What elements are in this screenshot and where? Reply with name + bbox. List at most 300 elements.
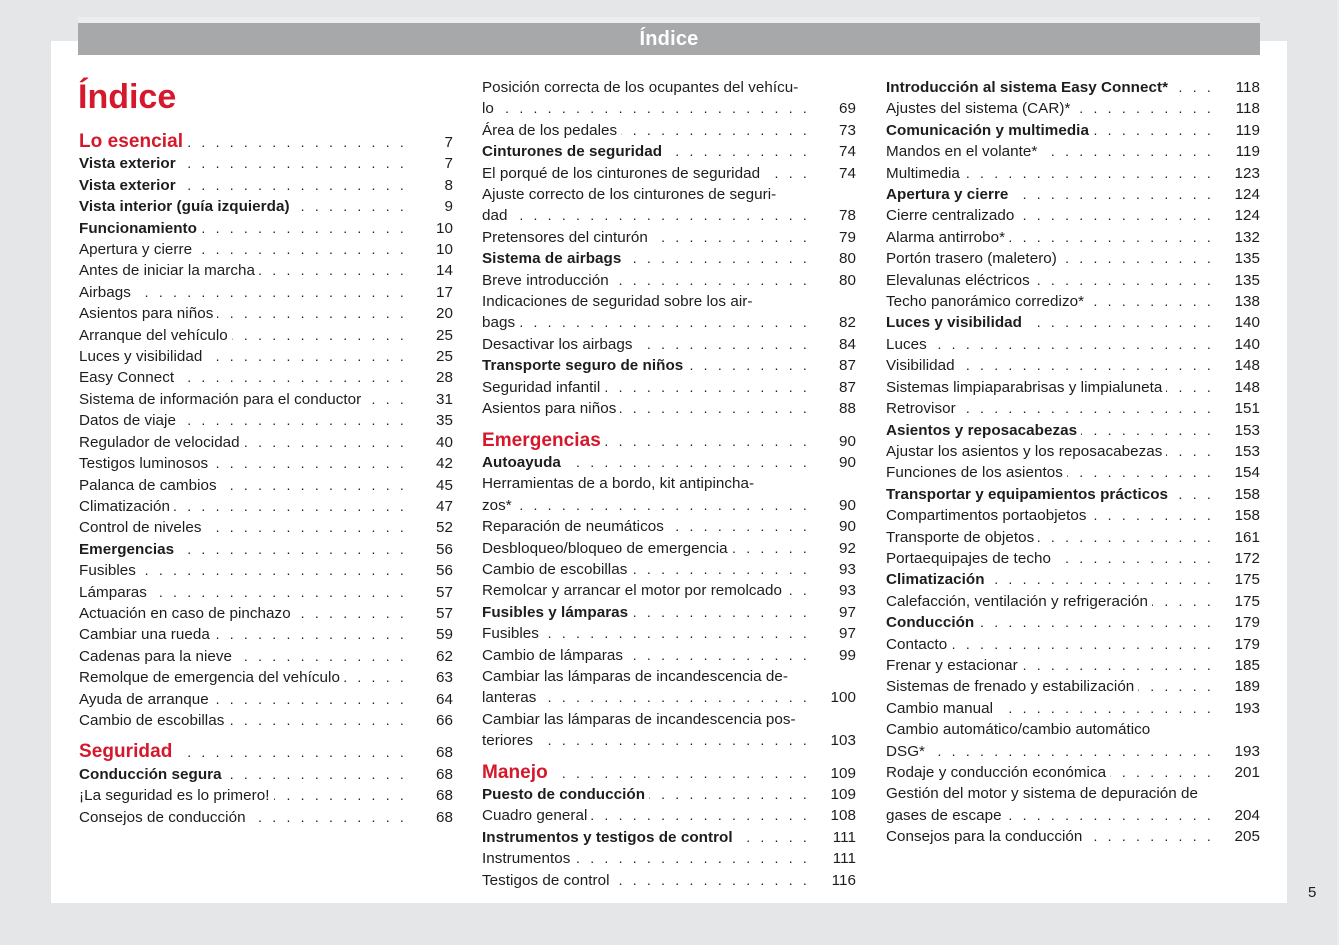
toc-entry-label: Cadenas para la nieve bbox=[79, 647, 233, 665]
toc-page-number: 87 bbox=[839, 378, 856, 396]
toc-entry-label: Fusibles bbox=[79, 562, 136, 580]
dot-leader bbox=[960, 398, 1214, 419]
toc-chapter-entry[interactable] bbox=[886, 569, 1260, 590]
toc-page-number: 109 bbox=[830, 786, 856, 803]
toc-entry-row bbox=[79, 346, 453, 367]
toc-page-number: 118 bbox=[1235, 100, 1260, 118]
dot-leader bbox=[140, 560, 407, 581]
toc-chapter-entry[interactable] bbox=[482, 141, 856, 162]
toc-page-number: 68 bbox=[436, 744, 453, 762]
dot-leader bbox=[621, 120, 810, 141]
toc-entry-row bbox=[79, 710, 453, 731]
toc-chapter-entry[interactable] bbox=[79, 196, 453, 217]
toc-entry[interactable] bbox=[482, 270, 856, 291]
toc-page-number: 154 bbox=[1234, 464, 1260, 482]
toc-entry[interactable] bbox=[79, 389, 453, 410]
toc-entry[interactable] bbox=[79, 517, 453, 538]
toc-entry[interactable] bbox=[482, 120, 856, 141]
toc-entry[interactable] bbox=[79, 260, 453, 281]
toc-entry-row bbox=[79, 603, 453, 624]
toc-entry-label: Transporte seguro de niños bbox=[482, 357, 684, 375]
dot-leader bbox=[213, 689, 407, 710]
toc-entry-row bbox=[482, 687, 856, 708]
toc-page-number: 9 bbox=[444, 198, 453, 216]
toc-entry[interactable] bbox=[79, 646, 453, 667]
toc-page-number: 193 bbox=[1234, 699, 1260, 717]
toc-entry-row bbox=[79, 453, 453, 474]
toc-entry-label: Asientos para niños bbox=[79, 305, 214, 323]
dot-leader bbox=[516, 495, 810, 516]
toc-chapter-entry[interactable] bbox=[886, 184, 1260, 205]
toc-entry-label: ¡La seguridad es lo primero! bbox=[79, 787, 270, 805]
toc-entry[interactable] bbox=[79, 785, 453, 806]
dot-leader bbox=[206, 346, 407, 367]
toc-entry-label: Reparación de neumáticos bbox=[482, 518, 664, 536]
toc-entry[interactable] bbox=[886, 398, 1260, 419]
dot-leader bbox=[1086, 826, 1214, 847]
toc-page-number: 80 bbox=[839, 250, 856, 268]
toc-column-1 bbox=[79, 131, 453, 828]
toc-chapter-entry[interactable] bbox=[886, 612, 1260, 633]
toc-entry[interactable] bbox=[482, 377, 856, 398]
toc-page-number: 74 bbox=[839, 164, 856, 182]
toc-entry-row bbox=[482, 602, 856, 623]
toc-entry-row bbox=[482, 141, 856, 162]
toc-entry-row bbox=[79, 153, 453, 174]
toc-page-number: 87 bbox=[839, 357, 856, 375]
toc-page-number: 153 bbox=[1234, 421, 1260, 439]
toc-page-number: 82 bbox=[839, 314, 856, 332]
toc-entry-row bbox=[886, 676, 1260, 697]
toc-entry[interactable] bbox=[482, 473, 856, 516]
toc-entry-label: Rodaje y conducción económica bbox=[886, 764, 1107, 781]
toc-entry[interactable] bbox=[886, 377, 1260, 398]
toc-page-number: 151 bbox=[1234, 400, 1260, 418]
toc-entry[interactable] bbox=[482, 805, 856, 826]
toc-entry-label: Desactivar los airbags bbox=[482, 335, 633, 353]
toc-page-number: 45 bbox=[436, 476, 453, 494]
toc-entry[interactable] bbox=[886, 141, 1260, 162]
toc-chapter-entry[interactable] bbox=[482, 452, 856, 473]
toc-page-number: 66 bbox=[436, 711, 453, 729]
dot-leader bbox=[1041, 141, 1214, 162]
toc-page-number: 35 bbox=[436, 412, 453, 430]
toc-entry-row bbox=[886, 655, 1260, 676]
toc-entry-label-line1: Indicaciones de seguridad sobre los air- bbox=[482, 293, 753, 311]
toc-entry-row bbox=[79, 785, 453, 806]
toc-entry[interactable] bbox=[79, 453, 453, 474]
toc-entry-label: Funciones de los asientos bbox=[886, 464, 1063, 482]
toc-entry[interactable] bbox=[482, 559, 856, 580]
toc-entry-row bbox=[886, 805, 1260, 826]
toc-entry[interactable] bbox=[79, 560, 453, 581]
toc-entry-row bbox=[886, 569, 1260, 590]
toc-entry-label: Breve introducción bbox=[482, 271, 609, 289]
toc-page-number: 158 bbox=[1234, 485, 1260, 503]
toc-entry-row bbox=[482, 623, 856, 644]
toc-page-number: 100 bbox=[830, 689, 856, 707]
toc-entry[interactable] bbox=[886, 248, 1260, 269]
toc-entry-label: Lo esencial bbox=[79, 131, 184, 152]
toc-entry-row bbox=[482, 205, 856, 226]
toc-entry[interactable] bbox=[886, 826, 1260, 847]
toc-page-number: 175 bbox=[1234, 592, 1260, 610]
toc-section-heading[interactable] bbox=[79, 131, 453, 153]
toc-page-number: 90 bbox=[839, 432, 856, 450]
toc-entry-label: Climatización bbox=[886, 571, 985, 589]
toc-page-number: 68 bbox=[436, 765, 453, 783]
dot-leader bbox=[178, 539, 407, 560]
toc-entry-row bbox=[886, 248, 1260, 269]
toc-entry-label: Remolque de emergencia del vehículo bbox=[79, 669, 340, 687]
toc-entry[interactable] bbox=[79, 603, 453, 624]
dot-leader bbox=[1138, 676, 1214, 697]
toc-entry[interactable] bbox=[482, 334, 856, 355]
dot-leader bbox=[135, 282, 407, 303]
toc-entry[interactable] bbox=[886, 591, 1260, 612]
toc-chapter-entry[interactable] bbox=[79, 764, 453, 785]
toc-page-number: 179 bbox=[1234, 635, 1260, 653]
toc-entry[interactable] bbox=[886, 270, 1260, 291]
toc-page-number: 25 bbox=[436, 348, 453, 366]
toc-chapter-entry[interactable] bbox=[79, 153, 453, 174]
toc-entry-row bbox=[482, 377, 856, 398]
toc-entry-row bbox=[482, 98, 856, 119]
toc-entry[interactable] bbox=[79, 239, 453, 260]
toc-entry-label: Portaequipajes de techo bbox=[886, 549, 1051, 567]
toc-entry[interactable] bbox=[482, 538, 856, 559]
toc-entry-label: lo bbox=[482, 100, 494, 118]
toc-page-number: 161 bbox=[1234, 528, 1260, 546]
toc-entry[interactable] bbox=[79, 807, 453, 828]
toc-section-heading[interactable] bbox=[482, 762, 856, 784]
toc-entry[interactable] bbox=[482, 227, 856, 248]
toc-page-number: 108 bbox=[830, 807, 856, 825]
toc-page-number: 205 bbox=[1234, 828, 1260, 846]
toc-column-3 bbox=[886, 77, 1260, 848]
dot-leader bbox=[217, 303, 407, 324]
toc-chapter-entry[interactable] bbox=[886, 77, 1260, 98]
dot-leader bbox=[978, 612, 1214, 633]
toc-entry-label: Elevalunas eléctricos bbox=[886, 271, 1030, 289]
toc-entry[interactable] bbox=[886, 163, 1260, 184]
toc-entry[interactable] bbox=[79, 582, 453, 603]
toc-entry[interactable] bbox=[482, 666, 856, 709]
dot-leader bbox=[1081, 420, 1214, 441]
toc-entry-row bbox=[886, 698, 1260, 719]
toc-entry-row bbox=[886, 441, 1260, 462]
toc-section-heading[interactable] bbox=[79, 741, 453, 763]
toc-entry-row bbox=[79, 325, 453, 346]
toc-entry[interactable] bbox=[886, 98, 1260, 119]
toc-entry-row bbox=[886, 634, 1260, 655]
toc-page-number: 119 bbox=[1235, 121, 1260, 139]
toc-chapter-entry[interactable] bbox=[886, 420, 1260, 441]
toc-entry-row bbox=[886, 312, 1260, 333]
toc-entry[interactable] bbox=[482, 709, 856, 752]
dot-leader bbox=[512, 205, 811, 226]
toc-page-number: 116 bbox=[831, 871, 856, 889]
toc-entry-label-line1: Ajuste correcto de los cinturones de seguri- bbox=[482, 186, 777, 204]
toc-entry-row bbox=[79, 689, 453, 710]
toc-entry-label: Consejos de conducción bbox=[79, 808, 246, 826]
dot-leader bbox=[344, 667, 407, 688]
toc-entry-label: Apertura y cierre bbox=[886, 186, 1009, 204]
dot-leader bbox=[543, 623, 810, 644]
toc-page-number: 63 bbox=[436, 669, 453, 687]
toc-entry-label: Consejos para la conducción bbox=[886, 828, 1083, 846]
toc-entry[interactable] bbox=[482, 848, 856, 869]
dot-leader bbox=[1091, 505, 1214, 526]
toc-page-number: 185 bbox=[1234, 656, 1260, 674]
toc-entry-label: Retrovisor bbox=[886, 400, 956, 418]
toc-entry-row bbox=[482, 645, 856, 666]
toc-entry-label: Multimedia bbox=[886, 164, 960, 182]
toc-entry[interactable] bbox=[482, 184, 856, 227]
toc-entry[interactable] bbox=[886, 783, 1260, 826]
toc-page-number: 90 bbox=[839, 518, 856, 536]
toc-entry[interactable] bbox=[79, 475, 453, 496]
toc-entry-row bbox=[482, 559, 856, 580]
toc-entry-row bbox=[482, 163, 856, 184]
dot-leader bbox=[212, 453, 407, 474]
toc-chapter-entry[interactable] bbox=[886, 312, 1260, 333]
dot-leader bbox=[1034, 270, 1214, 291]
dot-leader bbox=[187, 132, 407, 153]
toc-page-number: 140 bbox=[1234, 335, 1260, 353]
toc-page-number: 90 bbox=[839, 496, 856, 514]
toc-entry[interactable] bbox=[886, 205, 1260, 226]
toc-entry[interactable] bbox=[79, 710, 453, 731]
toc-entry[interactable] bbox=[886, 441, 1260, 462]
toc-entry-row bbox=[482, 270, 856, 291]
dot-leader bbox=[632, 602, 810, 623]
toc-entry-row bbox=[79, 282, 453, 303]
toc-entry-label: Sistemas limpiaparabrisas y limpialuneta bbox=[886, 378, 1163, 396]
toc-chapter-entry[interactable] bbox=[79, 218, 453, 239]
toc-entry-label: Ayuda de arranque bbox=[79, 690, 209, 708]
toc-entry-row bbox=[886, 741, 1260, 762]
toc-entry[interactable] bbox=[886, 291, 1260, 312]
toc-page-number: 123 bbox=[1234, 164, 1260, 182]
toc-entry-row bbox=[79, 475, 453, 496]
toc-entry[interactable] bbox=[886, 655, 1260, 676]
dot-leader bbox=[365, 389, 407, 410]
toc-entry-row bbox=[886, 527, 1260, 548]
toc-entry[interactable] bbox=[482, 580, 856, 601]
toc-page-number: 7 bbox=[444, 134, 453, 151]
toc-entry[interactable] bbox=[886, 548, 1260, 569]
toc-entry[interactable] bbox=[886, 505, 1260, 526]
toc-page-number: 179 bbox=[1234, 614, 1260, 632]
toc-entry[interactable] bbox=[482, 645, 856, 666]
toc-entry[interactable] bbox=[886, 527, 1260, 548]
toc-page-number: 103 bbox=[830, 732, 856, 750]
toc-entry-label: Transporte de objetos bbox=[886, 528, 1035, 546]
toc-entry-label: zos* bbox=[482, 496, 512, 514]
toc-entry-row bbox=[79, 367, 453, 388]
toc-entry-row bbox=[482, 495, 856, 516]
toc-entry[interactable] bbox=[482, 623, 856, 644]
toc-entry[interactable] bbox=[886, 634, 1260, 655]
toc-entry-label: Mandos en el volante* bbox=[886, 143, 1038, 161]
toc-chapter-entry[interactable] bbox=[482, 784, 856, 805]
toc-entry-label: Testigos de control bbox=[482, 871, 610, 889]
toc-entry-row bbox=[886, 826, 1260, 847]
toc-entry[interactable] bbox=[886, 676, 1260, 697]
toc-entry-label: Control de niveles bbox=[79, 519, 202, 537]
dot-leader bbox=[1026, 312, 1214, 333]
toc-entry[interactable] bbox=[482, 516, 856, 537]
toc-entry-label: Sistemas de frenado y estabilización bbox=[886, 678, 1135, 696]
toc-entry-label: Fusibles y lámparas bbox=[482, 603, 629, 621]
toc-entry-row bbox=[79, 496, 453, 517]
dot-leader bbox=[180, 410, 407, 431]
toc-entry-row bbox=[79, 218, 453, 239]
toc-entry[interactable] bbox=[886, 334, 1260, 355]
dot-leader bbox=[178, 367, 407, 388]
toc-entry-label: Easy Connect bbox=[79, 369, 175, 387]
toc-page-number: 148 bbox=[1234, 357, 1260, 375]
toc-entry-label: Techo panorámico corredizo* bbox=[886, 293, 1085, 311]
toc-entry-label: Emergencias bbox=[79, 540, 175, 558]
toc-entry-row bbox=[482, 227, 856, 248]
toc-page-number: 69 bbox=[839, 100, 856, 118]
dot-leader bbox=[540, 687, 810, 708]
toc-entry-row bbox=[886, 505, 1260, 526]
toc-page-number: 140 bbox=[1234, 314, 1260, 332]
toc-chapter-entry[interactable] bbox=[482, 602, 856, 623]
toc-entry-label: gases de escape bbox=[886, 806, 1002, 824]
toc-entry[interactable] bbox=[79, 624, 453, 645]
dot-leader bbox=[1018, 205, 1214, 226]
toc-page-number: 80 bbox=[839, 271, 856, 289]
toc-entry[interactable] bbox=[79, 410, 453, 431]
toc-page-number: 56 bbox=[436, 562, 453, 580]
toc-entry-label: Puesto de conducción bbox=[482, 786, 646, 803]
toc-page-number: 8 bbox=[444, 176, 453, 194]
toc-entry-label: Desbloqueo/bloqueo de emergencia bbox=[482, 539, 728, 557]
dot-leader bbox=[620, 398, 810, 419]
dot-leader bbox=[627, 645, 810, 666]
toc-entry-label: Cinturones de seguridad bbox=[482, 143, 663, 161]
toc-chapter-entry[interactable] bbox=[886, 120, 1260, 141]
toc-entry-row bbox=[79, 624, 453, 645]
toc-entry[interactable] bbox=[79, 303, 453, 324]
toc-entry-row bbox=[79, 741, 453, 763]
toc-page-number: 78 bbox=[839, 207, 856, 225]
dot-leader bbox=[786, 580, 810, 601]
toc-entry-row bbox=[886, 205, 1260, 226]
toc-entry-row bbox=[886, 355, 1260, 376]
toc-section-heading[interactable] bbox=[482, 430, 856, 452]
dot-leader bbox=[1093, 120, 1214, 141]
toc-entry[interactable] bbox=[482, 398, 856, 419]
toc-entry-row bbox=[482, 827, 856, 848]
dot-leader bbox=[929, 741, 1214, 762]
toc-chapter-entry[interactable] bbox=[482, 248, 856, 269]
toc-entry-row bbox=[886, 377, 1260, 398]
toc-entry-label: Sistema de airbags bbox=[482, 250, 622, 268]
toc-entry[interactable] bbox=[886, 355, 1260, 376]
toc-entry[interactable] bbox=[482, 163, 856, 184]
toc-page-number: 88 bbox=[839, 400, 856, 418]
dot-leader bbox=[959, 355, 1214, 376]
toc-page-number: 56 bbox=[436, 540, 453, 558]
toc-chapter-entry[interactable] bbox=[79, 539, 453, 560]
toc-entry-label: Remolcar y arrancar el motor por remolcado bbox=[482, 582, 783, 600]
toc-entry-label: DSG* bbox=[886, 742, 926, 760]
toc-entry-row bbox=[482, 430, 856, 452]
toc-chapter-entry[interactable] bbox=[482, 355, 856, 376]
toc-chapter-entry[interactable] bbox=[79, 175, 453, 196]
dot-leader bbox=[250, 807, 407, 828]
toc-chapter-entry[interactable] bbox=[886, 484, 1260, 505]
dot-leader bbox=[221, 475, 407, 496]
toc-page-number: 40 bbox=[436, 433, 453, 451]
dot-leader bbox=[637, 334, 810, 355]
page-number: 5 bbox=[1308, 884, 1317, 901]
dot-leader bbox=[1172, 77, 1214, 98]
toc-entry-label: Climatización bbox=[79, 497, 170, 515]
dot-leader bbox=[668, 516, 810, 537]
toc-entry-label: Frenar y estacionar bbox=[886, 656, 1018, 674]
toc-entry-label: Actuación en caso de pinchazo bbox=[79, 604, 291, 622]
toc-entry-row bbox=[79, 582, 453, 603]
toc-entry[interactable] bbox=[482, 870, 856, 891]
toc-entry-row bbox=[482, 312, 856, 333]
toc-page-number: 124 bbox=[1234, 207, 1260, 225]
toc-entry[interactable] bbox=[79, 432, 453, 453]
toc-entry[interactable] bbox=[886, 462, 1260, 483]
toc-entry-label: Seguridad bbox=[79, 741, 173, 763]
toc-entry[interactable] bbox=[482, 77, 856, 120]
toc-entry-row bbox=[886, 612, 1260, 633]
toc-page-number: 118 bbox=[1235, 79, 1260, 96]
toc-entry[interactable] bbox=[79, 282, 453, 303]
toc-entry-label: Lámparas bbox=[79, 583, 147, 601]
toc-entry[interactable] bbox=[79, 667, 453, 688]
toc-chapter-entry[interactable] bbox=[482, 827, 856, 848]
toc-entry[interactable] bbox=[886, 719, 1260, 762]
toc-entry-label: Ajustes del sistema (CAR)* bbox=[886, 100, 1071, 118]
toc-entry[interactable] bbox=[79, 496, 453, 517]
toc-entry[interactable] bbox=[886, 698, 1260, 719]
toc-page-number: 175 bbox=[1234, 571, 1260, 589]
dot-leader bbox=[259, 260, 407, 281]
dot-leader bbox=[951, 634, 1214, 655]
running-header-title: Índice bbox=[639, 27, 699, 50]
toc-page-number: 90 bbox=[839, 453, 856, 471]
toc-entry-label: Antes de iniciar la marcha bbox=[79, 262, 256, 280]
toc-entry-label: Airbags bbox=[79, 283, 131, 301]
toc-page-number: 124 bbox=[1234, 186, 1260, 204]
toc-entry-row bbox=[79, 175, 453, 196]
toc-entry[interactable] bbox=[79, 346, 453, 367]
toc-entry[interactable] bbox=[79, 689, 453, 710]
toc-entry[interactable] bbox=[79, 325, 453, 346]
dot-leader bbox=[666, 141, 810, 162]
toc-entry[interactable] bbox=[79, 367, 453, 388]
dot-leader bbox=[232, 325, 407, 346]
toc-page-number: 93 bbox=[839, 582, 856, 600]
dot-leader bbox=[1172, 484, 1214, 505]
toc-page-number: 52 bbox=[436, 519, 453, 537]
toc-entry[interactable] bbox=[482, 291, 856, 334]
dot-leader bbox=[1088, 291, 1214, 312]
toc-entry[interactable] bbox=[886, 227, 1260, 248]
toc-entry[interactable] bbox=[886, 762, 1260, 783]
